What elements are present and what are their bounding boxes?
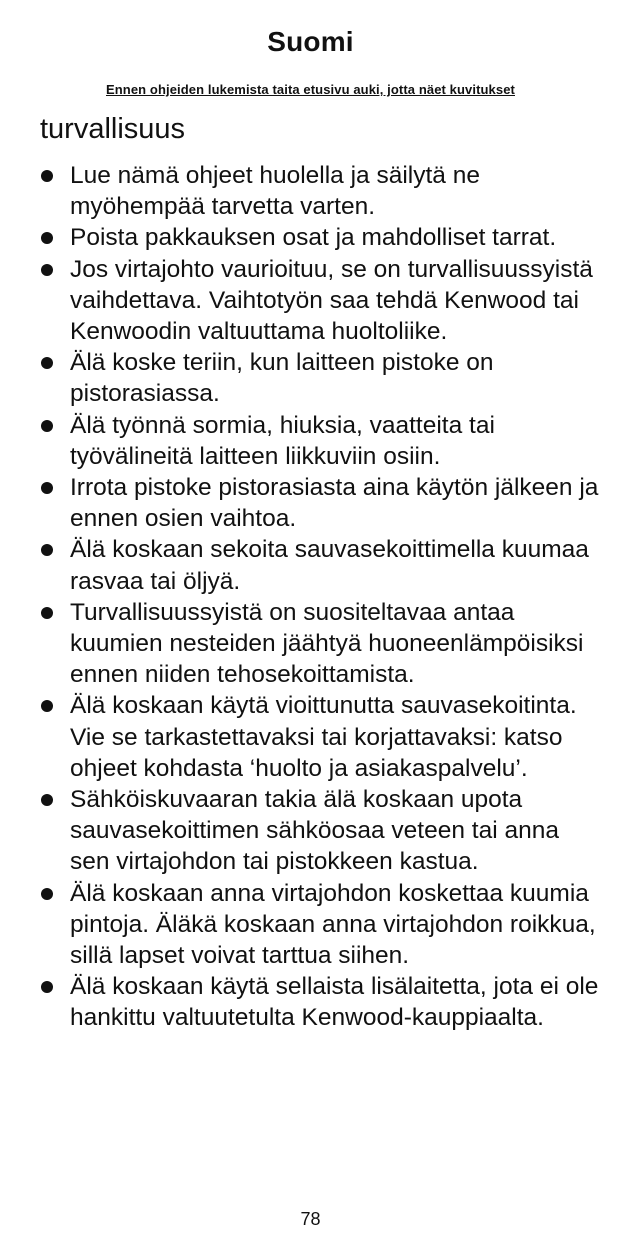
rule-text: Älä koskaan käytä sellaista lisälaitetta, jota ei ole hankittu valtuutetulta Kenwood-kauppiaalta.: [70, 973, 599, 1032]
list-item: [40, 690, 600, 784]
rule-text: Älä koskaan anna virtajohdon koskettaa kuumia pintoja. Äläkä koskaan anna virtajohdon roikkua, sillä lapset voivat tarttua siihen.: [70, 879, 596, 970]
list-item: [40, 534, 600, 596]
rule-text: Älä koskaan sekoita sauvasekoittimella kuumaa rasvaa tai öljyä.: [70, 536, 589, 595]
section-title: turvallisuus: [40, 113, 186, 145]
bullet-icon: [41, 607, 53, 619]
rule-text: Älä työnnä sormia, hiuksia, vaatteita tai työvälineitä laitteen liikkuviin osiin.: [70, 411, 495, 470]
list-item: [40, 222, 600, 253]
bullet-icon: [41, 232, 53, 244]
bullet-icon: [41, 420, 53, 432]
page-number: 78: [300, 1209, 321, 1229]
bullet-icon: [41, 544, 53, 556]
rule-text: Jos virtajohto vaurioituu, se on turvallisuussyistä vaihdettava. Vaihtotyön saa tehdä Kenwood tai Kenwoodin valtuuttama huoltoliike.: [70, 255, 593, 346]
language-title: Suomi: [267, 26, 354, 57]
fold-out-notice: Ennen ohjeiden lukemista taita etusivu auki, jotta näet kuvitukset: [106, 82, 515, 97]
list-item: [40, 410, 600, 472]
rule-text: Sähköiskuvaaran takia älä koskaan upota sauvasekoittimen sähköosaa veteen tai anna sen virtajohdon tai pistokkeen kastua.: [70, 786, 559, 876]
rule-text: Älä koske teriin, kun laitteen pistoke on pistorasiassa.: [70, 349, 494, 408]
list-item: [40, 472, 600, 534]
bullet-icon: [41, 981, 53, 993]
list-item: [40, 347, 600, 409]
list-item: [40, 971, 600, 1033]
bullet-icon: [41, 170, 53, 182]
bullet-icon: [41, 794, 53, 806]
bullet-icon: [41, 482, 53, 494]
rule-text: Turvallisuussyistä on suositeltavaa antaa kuumien nesteiden jäähtyä huoneenlämpöisiksi ennen niiden tehosekoittamista.: [70, 598, 584, 689]
list-item: [40, 160, 600, 222]
rule-text: Poista pakkauksen osat ja mahdolliset tarrat.: [70, 224, 557, 252]
rule-text: Lue nämä ohjeet huolella ja säilytä ne myöhempää tarvetta varten.: [70, 162, 480, 221]
list-item: [40, 597, 600, 691]
bullet-icon: [41, 700, 53, 712]
list-item: [40, 878, 600, 972]
bullet-icon: [41, 357, 53, 369]
list-item: [40, 254, 600, 348]
safety-rules-list: [40, 160, 600, 1034]
bullet-icon: [41, 888, 53, 900]
rule-text: Irrota pistoke pistorasiasta aina käytön jälkeen ja ennen osien vaihtoa.: [70, 474, 599, 533]
bullet-icon: [41, 264, 53, 276]
list-item: [40, 784, 600, 878]
rule-text: Älä koskaan käytä vioittunutta sauvasekoitinta. Vie se tarkastettavaksi tai korjattavaksi: katso ohjeet kohdasta ‘huolto ja asiakaspalvelu’.: [70, 692, 577, 782]
